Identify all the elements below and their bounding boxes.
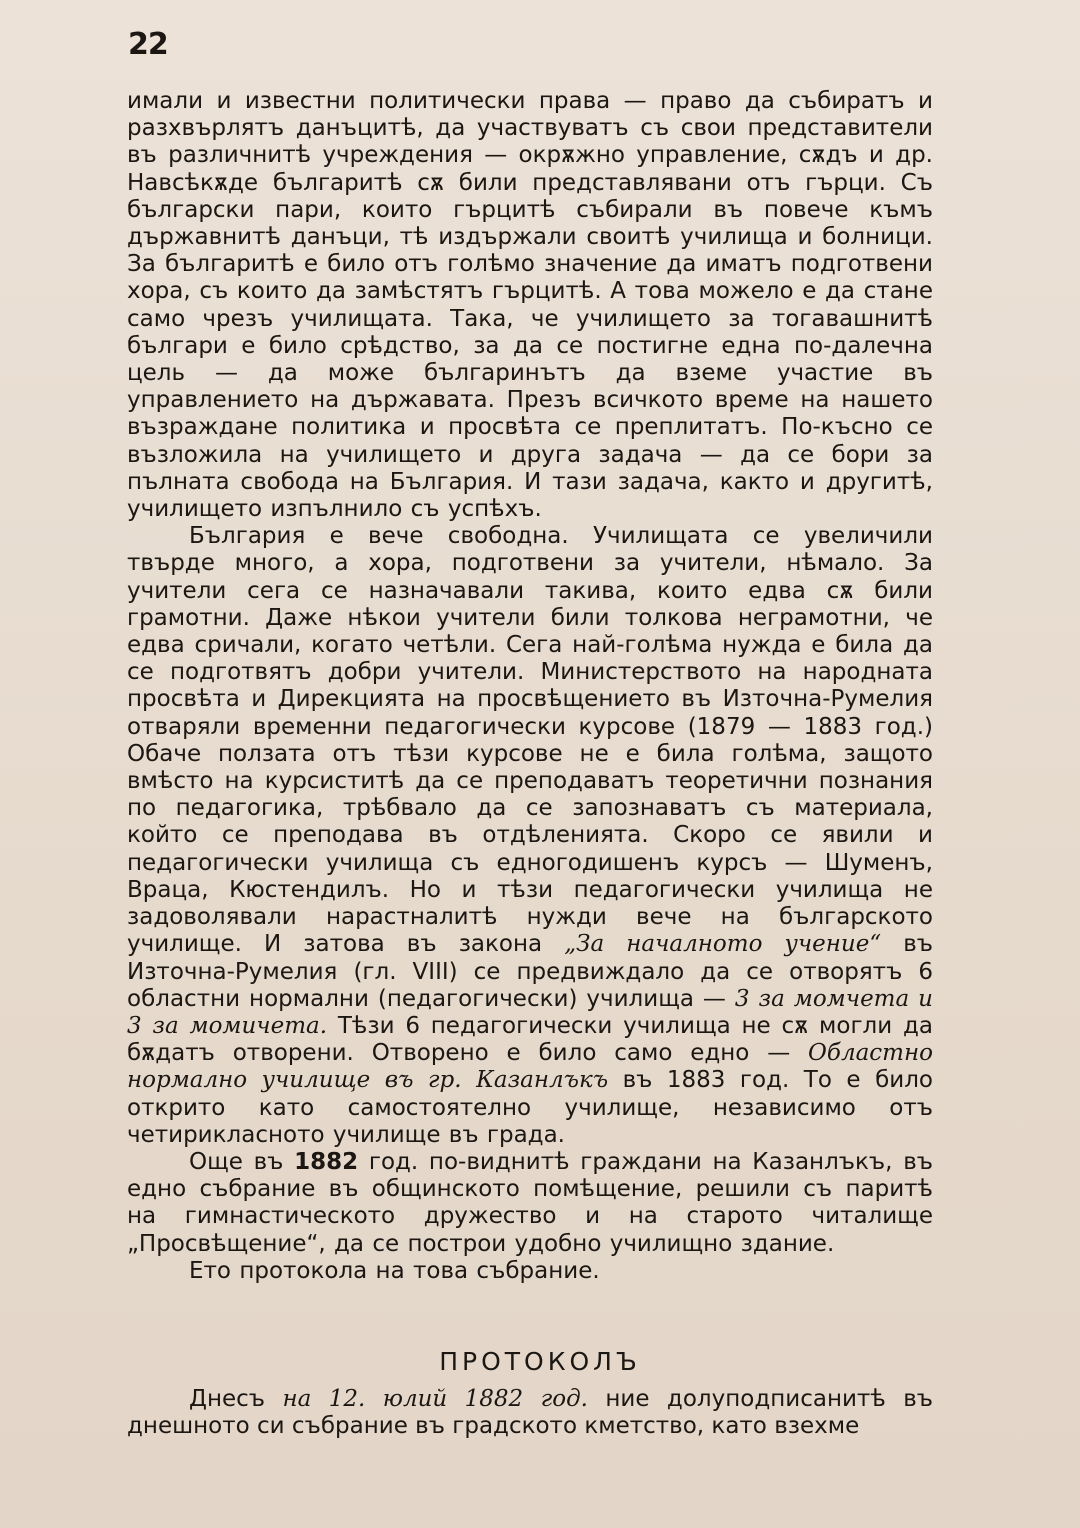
text-run: год. по-виднитѣ граждани на Казанлъкъ, въ едно събрание въ общинското помѣщение, решили съ паритѣ на гимнастическото дружество и на старото читалище „Просвѣщение“, да се построи удобно училищно здание. xyxy=(127,1148,933,1257)
paragraph-1 xyxy=(127,88,933,523)
text-run: въ 1883 год. То е било открито като самостоятелно училище, независимо отъ четирикласното училище въ града. xyxy=(127,1067,933,1148)
paragraph-4 xyxy=(127,1258,933,1285)
school-name-italic: Областно нормално училище въ гр. Казанлъкъ xyxy=(127,1040,933,1094)
text-run: Още въ xyxy=(189,1148,295,1175)
year-bold: 1882 xyxy=(294,1148,359,1175)
date-italic: на 12. юлий 1882 год. xyxy=(282,1386,588,1412)
text-run: ние долуподписанитѣ въ днешното си събрание въ градското кметство, като взехме xyxy=(127,1386,933,1440)
text-run: България е вече свободна. Училищата се увеличили твърде много, а хора, подготвени за учители, нѣмало. За учители сега се назначавали такива, които едва сѫ били грамотни. Даже нѣкои учители били толкова неграмотни, че едва сричали, когато четѣли. Сега най-голѣма нужда е била да се подготвятъ добри учители. Министерството на народната просвѣта и Дирекцията на просвѣщението въ Източна-Румелия отваряли временни педагогически курсове (1879 — 1883 год.) Обаче ползата отъ тѣзи курсове не е била голѣма, защото вмѣсто на курсиститѣ да се преподаватъ теоретични познания по педагогика, трѣбвало да се запознаватъ съ материала, който се преподава въ отдѣленията. Скоро се явили и педагогически училища съ едногодишенъ курсъ — Шуменъ, Враца, Кюстендилъ. Но и тѣзи педагогически училища не задоволявали нарастналитѣ нужди вече на българското училище. И затова въ закона xyxy=(127,523,933,958)
emphasis-italic: 3 за момчета и 3 за момичета. xyxy=(127,985,933,1039)
text-run: Ето протокола на това събрание. xyxy=(189,1257,600,1284)
protocol-heading: ПРОТОКОЛЪ xyxy=(439,1347,641,1376)
body-text xyxy=(127,88,933,1285)
paragraph-3 xyxy=(127,1149,933,1258)
text-run: Тѣзи 6 педагогически училища не сѫ могли да бѫдатъ отворени. Отворено е било само едно — xyxy=(127,1012,933,1067)
paragraph-2 xyxy=(127,523,933,1149)
text-run: въ Източна-Румелия (гл. VIII) се предвиждало да се отворятъ 6 областни нормални (педагогически) училища — xyxy=(127,931,933,1012)
text-run: Днесъ xyxy=(189,1386,283,1412)
text-run: имали и известни политически права — право да събиратъ и разхвърлятъ данъцитѣ, да участвуватъ съ свои представители въ различнитѣ учреждения — окрѫжно управление, сѫдъ и др. Навсѣкѫде българитѣ сѫ били представлявани отъ гърци. Съ български пари, които гърцитѣ събирали въ повече къмъ държавнитѣ данъци, тѣ издържали своитѣ училища и болници. За българитѣ е било отъ голѣмо значение да иматъ подготвени хора, съ които да замѣстятъ гърцитѣ. А това можело е да стане само чрезъ училищата. Така, че училището за тогавашнитѣ българи е било срѣдство, за да се постигне една по-далечна цель — да може българинътъ да вземе участие въ управлението на държавата. Презъ всичкото време на нашето възраждане политика и просвѣта се преплитатъ. По-късно се възложила на училището и друга задача — да се бори за пълната свобода на България. И тази задача, както и другитѣ, училището изпълнило съ успѣхъ. xyxy=(127,88,933,523)
page-number: 22 xyxy=(128,27,168,62)
law-title-italic: „За началното учение“ xyxy=(564,931,882,958)
protocol-text xyxy=(127,1386,933,1440)
protocol-paragraph xyxy=(127,1386,933,1440)
